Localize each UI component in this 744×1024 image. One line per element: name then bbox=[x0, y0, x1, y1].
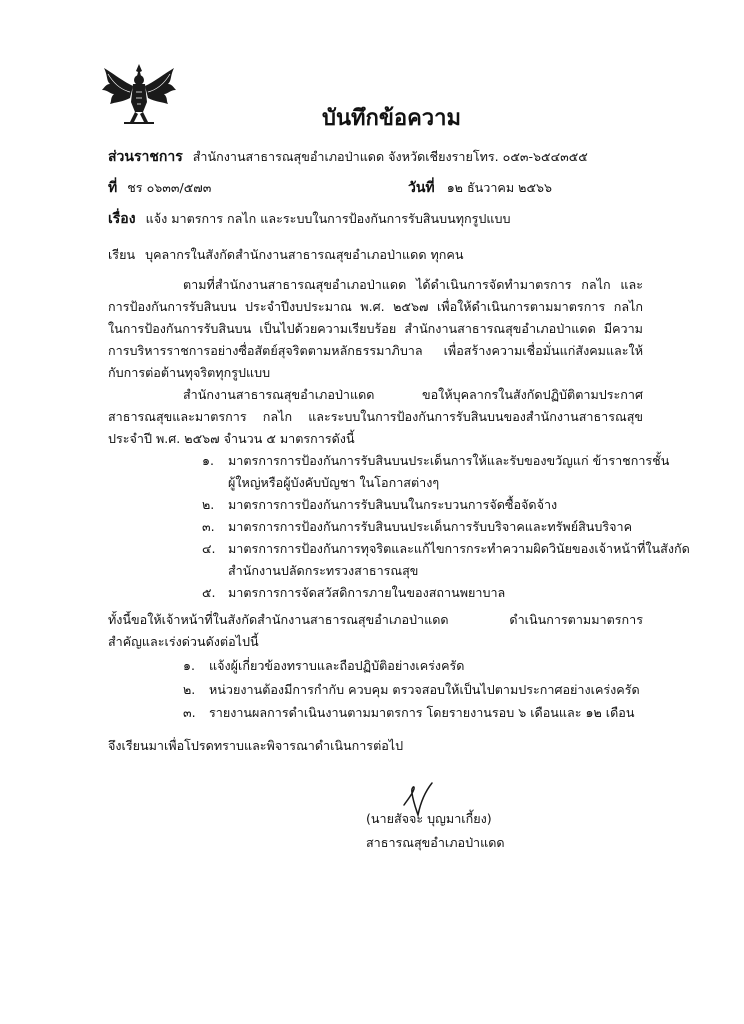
measure-number: ๑. bbox=[202, 453, 214, 468]
para1-line: การป้องกันการรับสินบน ประจำปีงบประมาณ พ.ศ. ๒๕๖๗ เพื่อให้ดำเนินการตามมาตรการ กลไก bbox=[108, 299, 643, 314]
para1-line: ตามที่สำนักงานสาธารณสุขอำเภอป่าแดด ได้ดำเนินการจัดทำมาตรการ กลไก และ bbox=[183, 277, 643, 292]
signer-position: สาธารณสุขอำเภอป่าแดด bbox=[366, 835, 505, 850]
measure-text: มาตรการการป้องกันการรับสินบนประเด็นการให้และรับของขวัญแก่ ข้าราชการชั้น bbox=[228, 453, 670, 468]
measure-text: มาตรการการป้องกันการรับสินบนประเด็นการรับบริจาคและทรัพย์สินบริจาค bbox=[228, 519, 633, 534]
measure-number: ๔. bbox=[202, 541, 216, 556]
date-value: ๑๒ ธันวาคม ๒๕๖๖ bbox=[446, 180, 552, 195]
date-label: วันที่ bbox=[408, 180, 435, 196]
measure-number: ๒. bbox=[202, 497, 215, 512]
para1-line: การบริหารราชการอย่างซื่อสัตย์สุจริตตามหลักธรรมาภิบาล เพื่อสร้างความเชื่อมั่นแก่สังคมและให้ bbox=[108, 343, 643, 358]
signer-name: (นายสัจจะ บุญมาเกี้ยง) bbox=[366, 811, 492, 826]
reference-value: ชร ๐๖๓๓/๕๗๓ bbox=[127, 180, 212, 195]
reference-label: ที่ bbox=[108, 180, 118, 196]
agency-row bbox=[108, 148, 588, 166]
subject-row bbox=[108, 210, 511, 228]
agency-value: สำนักงานสาธารณสุขอำเภอป่าแดด จังหวัดเชียงรายโทร. ๐๕๓-๖๕๔๓๕๕ bbox=[192, 149, 588, 164]
subject-label: เรื่อง bbox=[108, 211, 136, 227]
measure-text-continued: ผู้ใหญ่หรือผู้บังคับบัญชา ในโอกาสต่างๆ bbox=[228, 475, 440, 490]
garuda-emblem-icon bbox=[100, 62, 178, 126]
recipient-label: เรียน bbox=[108, 247, 136, 262]
measure-text: มาตรการการป้องกันการทุจริตและแก้ไขการกระทำความผิดวินัยของเจ้าหน้าที่ในสังกัด bbox=[228, 541, 690, 556]
recipient-row bbox=[108, 246, 463, 264]
recipient-value: บุคลากรในสังกัดสำนักงานสาธารณสุขอำเภอป่าแดด ทุกคน bbox=[145, 247, 464, 262]
action-number: ๑. bbox=[183, 658, 195, 673]
para2-line: ประจำปี พ.ศ. ๒๕๖๗ จำนวน ๕ มาตรการดังนี้ bbox=[108, 431, 355, 446]
para1-line: กับการต่อต้านทุจริตทุกรูปแบบ bbox=[108, 365, 271, 380]
para1-line: ในการป้องกันการรับสินบน เป็นไปด้วยความเรียบร้อย สำนักงานสาธารณสุขอำเภอป่าแดด มีความ bbox=[108, 321, 643, 336]
closing-text: จึงเรียนมาเพื่อโปรดทราบและพิจารณาดำเนินการต่อไป bbox=[108, 738, 404, 753]
measure-number: ๕. bbox=[202, 585, 216, 600]
measure-text: มาตรการการป้องกันการรับสินบนในกระบวนการจัดซื้อจัดจ้าง bbox=[228, 497, 558, 512]
action-number: ๒. bbox=[183, 682, 196, 697]
action-text: หน่วยงานต้องมีการกำกับ ควบคุม ตรวจสอบให้เป็นไปตามประกาศอย่างเคร่งครัด bbox=[209, 682, 640, 697]
action-number: ๓. bbox=[183, 705, 196, 720]
action-text: รายงานผลการดำเนินงานตามมาตรการ โดยรายงานรอบ ๖ เดือนและ ๑๒ เดือน bbox=[209, 705, 635, 720]
measure-text-continued: สำนักงานปลัดกระทรวงสาธารณสุข bbox=[228, 563, 419, 578]
para2-line: สาธารณสุขและมาตรการ กลไก และระบบในการป้องกันการรับสินบนของสำนักงานสาธารณสุข bbox=[108, 409, 643, 424]
para3-line: สำคัญและเร่งด่วนดังต่อไปนี้ bbox=[108, 634, 259, 649]
para2-line: สำนักงานสาธารณสุขอำเภอป่าแดด ขอให้บุคลากรในสังกัดปฏิบัติตามประกาศ bbox=[183, 387, 643, 402]
date-row bbox=[408, 179, 552, 197]
reference-row bbox=[108, 179, 211, 197]
action-text: แจ้งผู้เกี่ยวข้องทราบและถือปฏิบัติอย่างเคร่งครัด bbox=[209, 658, 465, 673]
measure-text: มาตรการการจัดสวัสดิการภายในของสถานพยาบาล bbox=[228, 585, 506, 600]
agency-label: ส่วนราชการ bbox=[108, 149, 183, 165]
subject-value: แจ้ง มาตรการ กลไก และระบบในการป้องกันการรับสินบนทุกรูปแบบ bbox=[145, 211, 511, 226]
memo-title: บันทึกข้อความ bbox=[322, 106, 462, 131]
measure-number: ๓. bbox=[202, 519, 215, 534]
para3-line: ทั้งนี้ขอให้เจ้าหน้าที่ในสังกัดสำนักงานสาธารณสุขอำเภอป่าแดด ดำเนินการตามมาตรการ bbox=[108, 612, 643, 627]
